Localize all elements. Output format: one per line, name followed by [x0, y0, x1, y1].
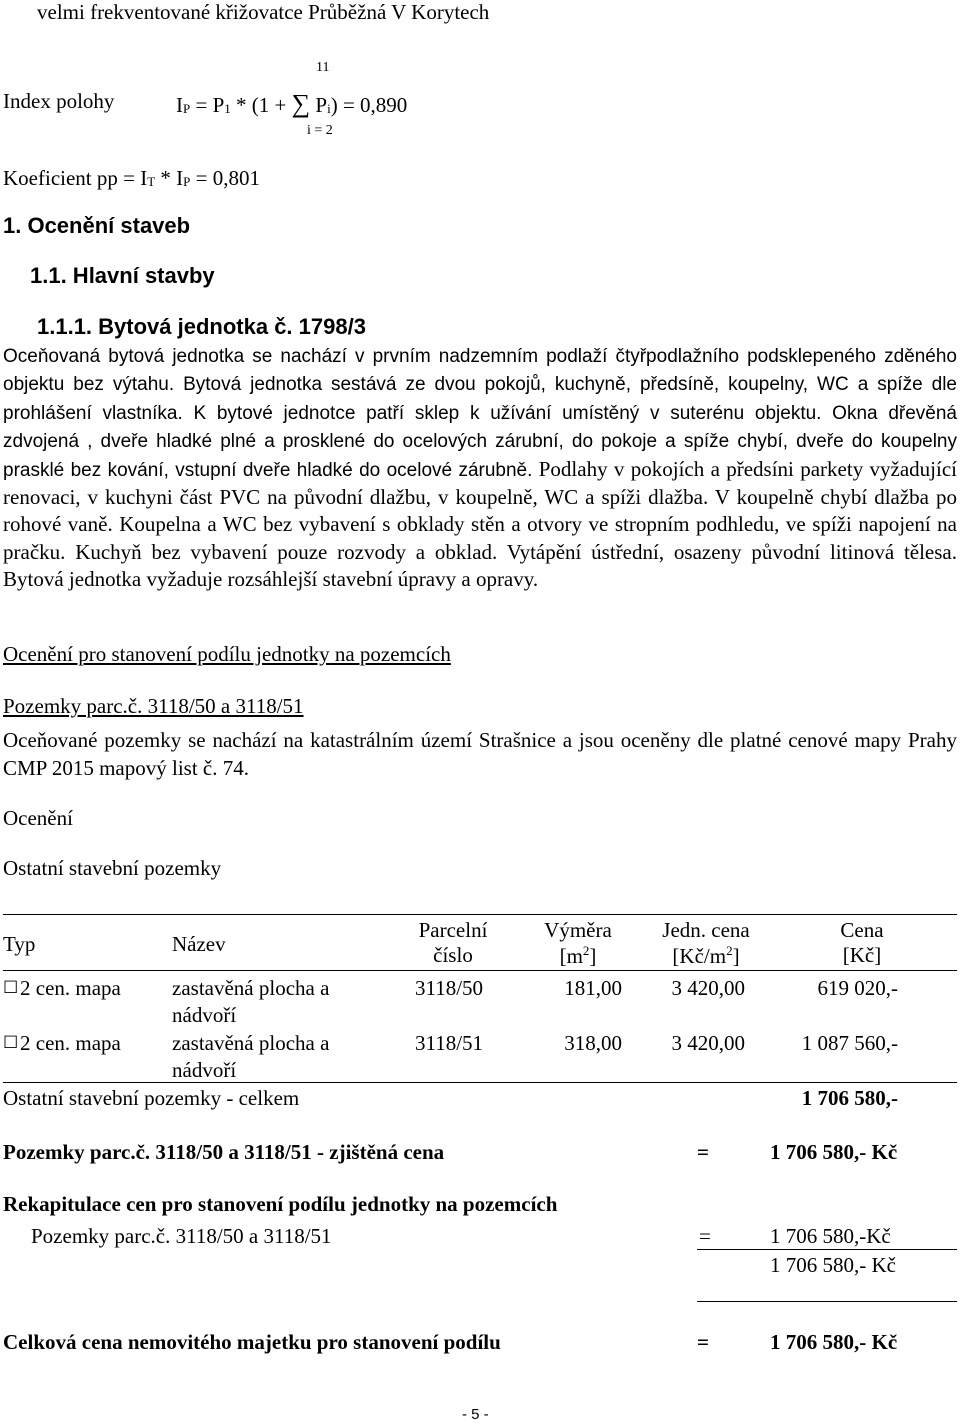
row-jedn-cena: 3 420,00 — [671, 976, 745, 1000]
rekapitulace-subtotal: 1 706 580,- Kč — [770, 1253, 896, 1277]
row-bullet-icon: ☐ — [3, 978, 19, 997]
rekapitulace-item-label: Pozemky parc.č. 3118/50 a 3118/51 — [31, 1224, 332, 1248]
sum-upper-limit: 11 — [316, 60, 330, 75]
col-header-parcelni-line2: číslo — [433, 943, 473, 967]
koeficient-t-sub: T — [147, 174, 156, 189]
description-paragraph — [3, 342, 957, 594]
sum-lower-limit: i = 2 — [307, 123, 333, 138]
sum-symbol: ∑ — [291, 89, 311, 118]
row-nazev-line2: nádvoří — [172, 1058, 237, 1082]
page-number: - 5 - — [462, 1406, 489, 1423]
row-jedn-cena: 3 420,00 — [671, 1031, 745, 1055]
col-header-jedn-sup: 2 — [726, 943, 733, 958]
formula-i-sub: i — [327, 101, 331, 116]
col-header-vymera-line2 — [524, 943, 632, 969]
zjistena-cena-eq: = — [697, 1140, 709, 1164]
heading-oceneni-staveb: 1. Ocenění staveb — [3, 213, 191, 238]
row-bullet-icon: ☐ — [3, 1033, 19, 1052]
koeficient-result: = 0,801 — [190, 166, 260, 190]
row-vymera: 181,00 — [564, 976, 622, 1000]
formula-pi: P — [310, 93, 328, 117]
col-header-jedn-close: ] — [732, 944, 740, 968]
zjistena-cena-label: Pozemky parc.č. 3118/50 a 3118/51 - zjištěná cena — [3, 1140, 445, 1164]
col-header-jedn-cena — [642, 918, 770, 969]
heading-pozemky: Pozemky parc.č. 3118/50 a 3118/51 — [3, 694, 304, 718]
table-total-rule — [3, 1082, 957, 1083]
koeficient-line — [3, 166, 260, 191]
formula-result: ) = 0,890 — [330, 93, 408, 117]
row-vymera: 318,00 — [564, 1031, 622, 1055]
row-nazev-line1: zastavěná plocha a — [172, 1031, 330, 1055]
table-total-label: Ostatní stavební pozemky - celkem — [3, 1086, 300, 1110]
col-header-vymera-close: ] — [589, 944, 597, 968]
row-typ: 2 cen. mapa — [20, 1031, 121, 1055]
formula-mid: * (1 + — [230, 93, 292, 117]
row-cena: 619 020,- — [817, 976, 898, 1000]
rekapitulace-item-eq: = — [699, 1224, 711, 1248]
heading-bytova-jednotka: 1.1.1. Bytová jednotka č. 1798/3 — [37, 314, 366, 339]
koeficient-label: Koeficient pp = I — [3, 166, 148, 190]
rekapitulace-item-value: 1 706 580,-Kč — [770, 1224, 891, 1248]
heading-hlavni-stavby: 1.1. Hlavní stavby — [30, 263, 215, 288]
col-header-parcelni-line1: Parcelní — [418, 918, 488, 942]
formula-i: I — [176, 93, 183, 117]
index-polohy-label: Index polohy — [3, 89, 115, 113]
formula-eq: = P — [190, 93, 225, 117]
description-windows-doors: Okna dřevěná zdvojená , dveře hladké plné a prosklené do ocelových zárubní, do pokoje a spíže chybí, dveře do koupelny prasklé bez kování, vstupní dveře hladké do ocelové zárubně. — [3, 402, 957, 481]
row-typ: 2 cen. mapa — [20, 976, 121, 1000]
formula-p1-sub: 1 — [224, 101, 231, 116]
col-header-jedn-line1: Jedn. cena — [662, 918, 750, 942]
heading-oceneni: Ocenění — [3, 806, 73, 830]
koeficient-mid: * I — [155, 166, 184, 190]
col-header-nazev: Název — [172, 932, 226, 956]
celkova-cena-value: 1 706 580,- Kč — [770, 1330, 898, 1354]
celkova-cena-label: Celková cena nemovitého majetku pro stanovení podílu — [3, 1330, 501, 1354]
col-header-vymera-sup: 2 — [582, 943, 590, 958]
row-nazev-line2: nádvoří — [172, 1003, 237, 1027]
koeficient-p-sub: P — [183, 174, 191, 189]
pozemky-description: Oceňované pozemky se nachází na katastrálním území Strašnice a jsou oceněny dle platné cenové mapy Prahy CMP 2015 mapový list č. 74. — [3, 728, 957, 780]
col-header-typ: Typ — [3, 932, 36, 956]
rekapitulace-bottom-rule — [697, 1301, 957, 1302]
description-layout: Bytová jednotka sestává ze dvou pokojů, kuchyně, předsíně, koupelny, WC a spíže dle prohlášení vlastníka. K bytové jednotce patří sklep k užívání umístěný v suterénu objektu. — [3, 374, 957, 424]
col-header-vymera-unit: [m — [559, 944, 583, 968]
zjistena-cena-value: 1 706 580,- Kč — [770, 1140, 898, 1164]
rekapitulace-sum-rule — [697, 1249, 957, 1250]
col-header-parcelni — [398, 918, 508, 968]
row-nazev-line1: zastavěná plocha a — [172, 976, 330, 1000]
formula-p-sub: P — [183, 101, 191, 116]
heading-oceneni-podilu: Ocenění pro stanovení podílu jednotky na pozemcích — [3, 642, 451, 666]
celkova-cena-eq: = — [697, 1330, 709, 1354]
heading-ostatni-pozemky: Ostatní stavební pozemky — [3, 856, 222, 880]
description-floors-equipment: Podlahy v pokojích a předsíni parkety vyžadující renovaci, v kuchyni část PVC na původní dlažbu, v koupelně, WC a spíži dlažba. V koupelně chybí dlažba po rohové vaně. Koupelna a WC bez vybavení s obklady stěn a otvory ve stropním podhledu, ve spíži napojení na pračku. Kuchyň bez vybavení pouze rozvody a obklad. Vytápění ústřední, osazeny původní litinová tělesa. Bytová jednotka vyžaduje rozsáhlejší stavební úpravy a opravy. — [3, 456, 957, 592]
row-cena: 1 087 560,- — [801, 1031, 898, 1055]
header-line: velmi frekventované křižovatce Průběžná V Korytech — [37, 0, 490, 24]
row-parcelni: 3118/51 — [415, 1031, 484, 1055]
col-header-cena-line2: [Kč] — [842, 943, 882, 967]
col-header-vymera-line1: Výměra — [544, 918, 612, 942]
col-header-cena-line1: Cena — [840, 918, 884, 942]
table-top-rule — [3, 914, 957, 915]
col-header-jedn-line2 — [642, 943, 770, 969]
rekapitulace-heading: Rekapitulace cen pro stanovení podílu jednotky na pozemcích — [3, 1192, 558, 1216]
row-parcelni: 3118/50 — [415, 976, 484, 1000]
table-total-value: 1 706 580,- — [801, 1086, 898, 1110]
description-location: Oceňovaná bytová jednotka se nachází v prvním nadzemním podlaží čtyřpodlažního podsklepeného zděného objektu bez výtahu. — [3, 346, 957, 396]
index-polohy-formula — [176, 89, 407, 119]
col-header-vymera — [524, 918, 632, 969]
table-header-rule — [3, 970, 957, 971]
col-header-jedn-unit: [Kč/m — [672, 944, 727, 968]
col-header-cena — [802, 918, 922, 968]
